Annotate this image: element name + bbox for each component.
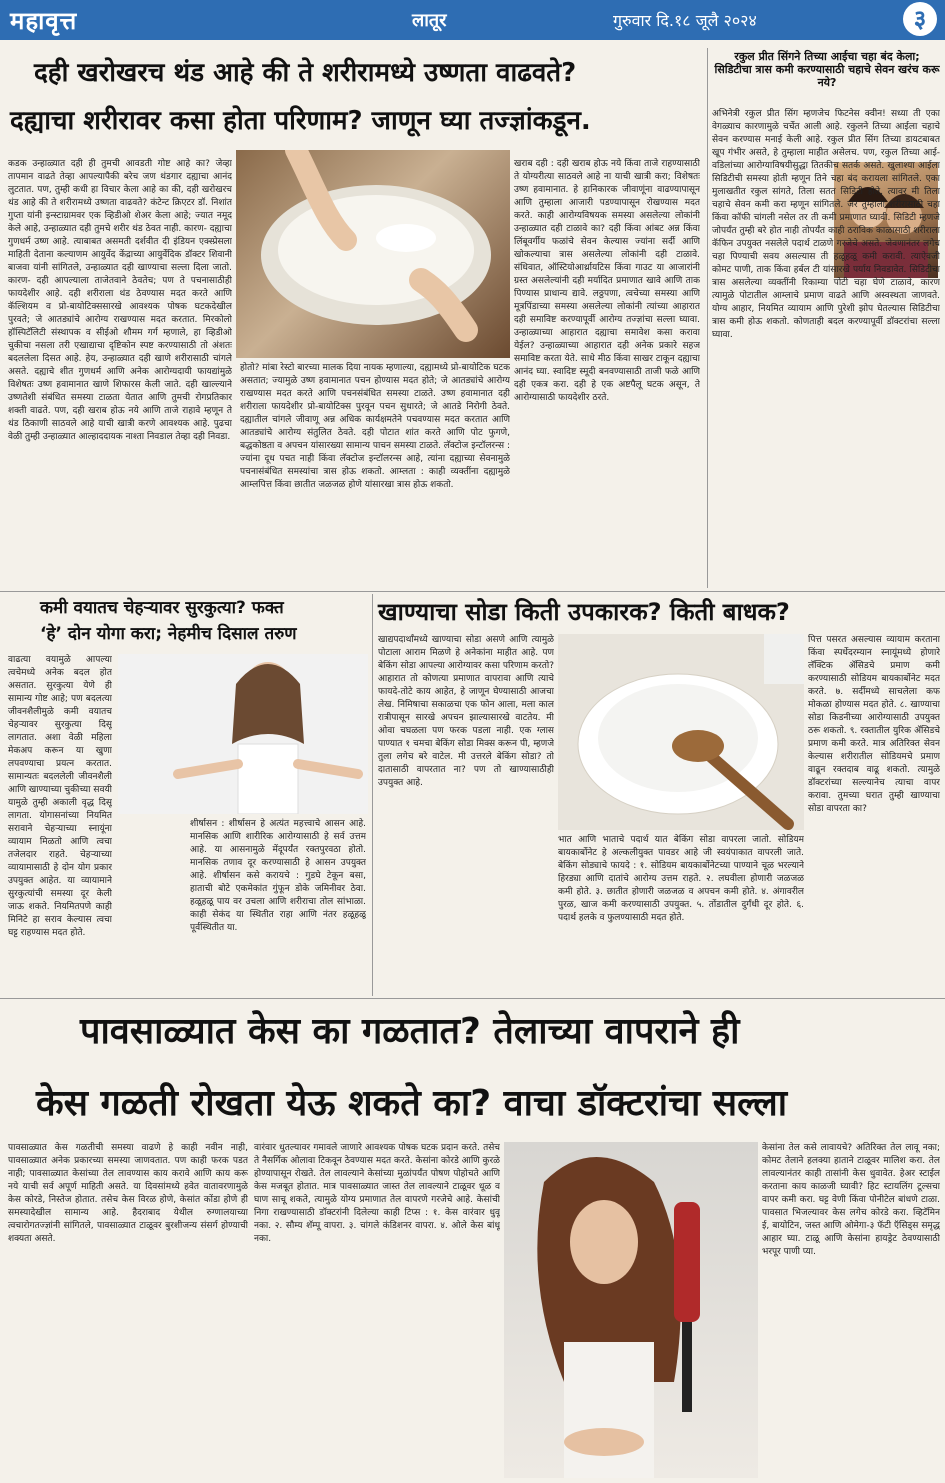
masthead-bar: [0, 0, 945, 40]
yoga-woman-photo: [118, 654, 368, 814]
hair-loss-photo: [504, 1142, 758, 1478]
yoga-title-line2: ‘हे’ दोन योगा करा; नेहमीच दिसाल तरुण: [40, 624, 297, 644]
rakul-title: रकुल प्रीत सिंगने तिच्या आईचा चहा बंद केला; सिडिटीचा त्रास कमी करण्यासाठी चहाचे सेवन खरंच करू नये?: [714, 50, 940, 90]
hair-column-2: वारंवार धुतल्यावर गमावले जाणारे आवश्यक पोषक घटक प्रदान करते. तसेच ते नैसर्गिक ओलावा टिकवून ठेवण्यास मदत करते. केसांना कोरडे आणि कुरळे होण्यापासून रोखते. तेल लावल्याने केसांच्या मुळांपर्यंत पोषण पोहोचते आणि केस मजबूत होतात. मात्र पावसाळ्यात जास्त तेल लावल्याने टाळूवर धूळ व घाण साचू शकते, त्यामुळे योग्य प्रमाणात तेल वापरणे गरजेचे आहे. केसांची निगा राखण्यासाठी डॉक्टरांनी दिलेल्या काही टिप्स : १. केस वारंवार धुवू नका. २. सौम्य शॅम्पू वापरा. ३. चांगले कंडिशनर वापरा. ४. ओले केस बांधू नका.: [254, 1143, 500, 1244]
yoga-column-2: शीर्षासन : शीर्षासन हे अत्यंत महत्त्वाचे आसन आहे. मानसिक आणि शारीरिक आरोग्यासाठी हे सर्व उत्तम आहे. या आसनामुळे मेंदूपर्यंत रक्तपुरवठा होतो. मानसिक तणाव दूर करण्यासाठी हे आसन उपयुक्त आहे. शीर्षासन कसे करायचे : गुडघे टेकून बसा, हाताची बोटे एकमेकांत गुंफून डोके जमिनीवर ठेवा. हळूहळू पाय वर उचला आणि शरीराचा तोल सांभाळा. काही सेकंद या स्थितीत राहा आणि नंतर हळूहळू पूर्वस्थितीत या.: [190, 819, 366, 933]
yoga-column-1: वाढत्या वयामुळे आपल्या त्वचेमध्ये अनेक बदल होत असतात. सुरकुत्या येणे ही सामान्य गोष्ट आहे; पण बदलत्या जीवनशैलीमुळे कमी वयातच चेहऱ्यावर सुरकुत्या दिसू लागतात. अशा वेळी महिला मेकअप करून या खुणा लपवण्याचा प्रयत्न करतात. सामान्यतः बदललेली जीवनशैली आणि खाण्याच्या चुकीच्या सवयी यामुळे तुम्ही अकाली वृद्ध दिसू लागता. योगासनांच्या नियमित सरावाने चेहऱ्याच्या स्नायूंना व्यायाम मिळतो आणि त्वचा तजेलदार राहते. चेहऱ्याच्या व्यायामासाठी हे दोन योग प्रकार उपयुक्त आहेत. या व्यायामाने सुरकुत्यांची समस्या दूर केली जाऊ शकते. नियमितपणे काही मिनिटे हा सराव केल्यास त्वचा घट्ट राहण्यास मदत होते.: [8, 655, 112, 938]
curd-column-3: खराब दही : दही खराब होऊ नये किंवा ताजे राहण्यासाठी ते योग्यरीत्या साठवले आहे ना याची खात्री करा; विशेषतः उष्ण हवामानात. हे हानिकारक जीवाणूंना वाढण्यापासून आणि तुम्हाला आजारी पडण्यापासून रोखण्यास मदत करते. काही आरोग्यविषयक समस्या असलेल्या लोकांनी उन्हाळ्यात दही टाळावे का? दही किंवा आंबट अन्न किंवा लिंबूवर्गीय फळांचे सेवन केल्यास ज्यांना सर्दी आणि खोकल्याचा त्रास असलेल्या लोकांनी दही टाळावे. संधिवात, ऑस्टियोआर्थ्रायटिस किंवा गाउट या आजारांनी ग्रस्त असलेल्यांनी दही मर्यादित प्रमाणात खावे आणि ताक पिण्यास प्राधान्य द्यावे. लठ्ठपणा, त्वचेच्या समस्या आणि मूत्रपिंडाच्या समस्या असलेल्या लोकांनी त्यांच्या आहारात दही समाविष्ट करण्यापूर्वी आरोग्य तज्ज्ञांचा सल्ला घ्यावा. उन्हाळ्याच्या आहारात दह्याचा समावेश कसा करावा येईल? उन्हाळ्याच्या आहारात दही अनेक प्रकारे सहज समाविष्ट करता येते. साधे मीठ किंवा साखर टाकून दह्याचा आनंद घ्या. स्वादिष्ट स्मूदी बनवण्यासाठी ताजी फळे आणि दही एकत्र करा. दही हे एक अष्टपैलू घटक असून, ते आरोग्यासाठी फायदेशीर ठरते.: [514, 159, 700, 403]
edition-city: लातूर: [412, 10, 447, 31]
yoga-title-line1: कमी वयातच चेहऱ्यावर सुरकुत्या? फक्त: [40, 598, 284, 618]
curd-bowl-photo: [236, 150, 510, 358]
hair-title-line2: केस गळती रोखता येऊ शकते का? वाचा डॉक्टरांचा सल्ला: [36, 1083, 788, 1124]
soda-column-3: पित्त पसरत असल्यास व्यायाम करताना किंवा स्पर्धेदरम्यान स्नायूंमध्ये होणारे लॅक्टिक ॲसिडचे प्रमाण कमी करण्यासाठी सोडियम बायकार्बोनेट मदत करते. ७. सर्दीमध्ये साचलेला कफ मोकळा होण्यास मदत होते. ८. खाण्याचा सोडा किडनीच्या आरोग्यासाठी उपयुक्त ठरू शकतो. ९. रक्तातील युरिक ॲसिडचे प्रमाण कमी करते. मात्र अतिरिक्त सेवन केल्यास शरीरातील सोडियमचे प्रमाण वाढून रक्तदाब वाढू शकतो. त्यामुळे डॉक्टरांच्या सल्ल्यानेच त्याचा वापर करावा. तुमच्या घरात तुम्ही खाण्याचा सोडा वापरता का?: [808, 635, 940, 814]
masthead-title: महावृत्त: [10, 6, 78, 35]
curd-column-2: होतो? मांबा रेस्टो बारच्या मालक दिया नायक म्हणाल्या, दह्यामध्ये प्रो-बायोटिक घटक असतात; ज्यामुळे उष्ण हवामानात पचन होण्यास मदत होते; जे आतड्यांचे आरोग्य राखण्यास मदत करते आणि पचनसंबंधित समस्या टाळते. उष्ण हवामानात दही शरीराला फायदेशीर प्रो-बायोटिक्स पुरवून पचन सुधारते; जे आतडे निरोगी ठेवते. दह्यातील चांगले जीवाणू अन्न अधिक कार्यक्षमतेने पचवण्यास मदत करतात आणि आतड्यांचे आरोग्य संतुलित ठेवते. दही पोटात शांत करते आणि पोट फुगणे, बद्धकोष्ठता व अपचन यांसारख्या सामान्य पाचन समस्या टाळते. लॅक्टोज इन्टॉलरन्स : ज्यांना दूध पचत नाही किंवा लॅक्टोज इन्टॉलरन्स आहे, त्यांना दह्याच्या सेवनामुळे पचनासंबंधित समस्यांचा त्रास होऊ शकतो. आम्लता : काही व्यक्तींना दह्यामुळे आम्लपित्त किंवा छातीत जळजळ होणे यांसारखा त्रास होऊ शकतो.: [240, 363, 510, 490]
page-number: ३: [903, 2, 937, 36]
issue-date: गुरुवार दि.१८ जूलै २०२४: [613, 11, 757, 30]
curd-column-1: कडक उन्हाळ्यात दही ही तुमची आवडती गोष्ट आहे का? जेव्हा तापमान वाढते तेव्हा आपल्यापैकी बरेच जण थंडगार दह्याचा आनंद लुटतात. पण, तुम्ही कधी हा विचार केला आहे का की, दही खरोखरच थंड आहे की ते शरीरामध्ये उष्णता वाढवते? कंटेन्ट क्रिएटर डॉ. निशांत गुप्ता यांनी इन्स्टाग्रामवर एक व्हिडीओ शेअर केला आहे; ज्यात नमूद केले आहे, उन्हाळ्यात दही तुमचे शरीर थंड ठेवत नाही. कारण- दह्याचा गुणधर्म उष्ण आहे. त्याबाबत असमती दर्शवीत दी इंडियन एक्स्प्रेसला माहिती देताना कल्याणम आयुर्वेद केंद्राच्या आयुर्वेदिक डॉक्टर शिवानी बाजवा यांनी सांगितले, उन्हाळ्यात दही खाण्याचा सल्ला दिला जातो. कारण- दही आपल्याला ताजेतवाने ठेवतेच; पण ते पचनासाठीही फायदेशीर आहे. दही शरीराला थंड ठेवण्यास मदत करते आणि कॅल्शियम व प्रो-बायोटिक्ससारखे आवश्यक पोषक घटकदेखील पुरवते; जे आतड्यांचे आरोग्य राखण्यास मदत करतात. मिरकोलो हॉस्पिटॅलिटी संस्थापक व सीईओ शौमम गर्ग म्हणाले, हा व्हिडीओ चुकीचा नसला तरी एखाद्याचा दृष्टिकोन स्पष्ट करण्यासाठी तो अंशतः बदललेला दिसत आहे. हेय, उन्हाळ्यात दही खाणे शरीरासाठी चांगले असते. दह्याचे शीत गुणधर्म आणि अनेक आरोग्यदायी फायद्यांमुळे विशेषतः उष्ण हवामानात खाणे शिफारस केली जाते. दही खाल्ल्याने उष्णतेशी संबंधित समस्या टाळता येतात आणि तुमची रोगप्रतिकार शक्ती वाढते. पण, दही खराब होऊ नये आणि ताजे राहावे म्हणून ते थंड ठिकाणी साठवले आहे याची खात्री करणे आवश्यक आहे. पुढचा वेळी तुम्ही उन्हाळ्यात आल्हाददायक नाश्ता निवडाल तेव्हा दही निवडा.: [8, 159, 232, 442]
baking-soda-photo: [558, 634, 804, 830]
curd-title-line2: दह्याचा शरीरावर कसा होता परिणाम? जाणून घ्या तज्ज्ञांकडून.: [10, 106, 591, 136]
soda-title: खाण्याचा सोडा किती उपकारक? किती बाधक?: [378, 598, 790, 626]
hair-column-3: केसांना तेल कसे लावायचे? अतिरिक्त तेल लावू नका; कोमट तेलाने हलक्या हाताने टाळूवर मालिश करा. तेल लावल्यानंतर काही तासांनी केस धुवावेत. हेअर स्टाईल करताना काय काळजी घ्यावी? हिट स्टायलिंग टूल्सचा वापर कमी करा. घट्ट वेणी किंवा पोनीटेल बांधणे टाळा. पावसात भिजल्यावर केस लगेच कोरडे करा. व्हिटॅमिन ई, बायोटिन, जस्त आणि ओमेगा-३ फॅटी ऍसिड्स समृद्ध आहार घ्या. टाळू आणि केसांना हायड्रेट ठेवण्यासाठी भरपूर पाणी प्या.: [762, 1143, 940, 1257]
hair-title-line1: पावसाळ्यात केस का गळतात? तेलाच्या वापराने ही: [80, 1011, 740, 1052]
curd-title-line1: दही खरोखरच थंड आहे की ते शरीरामध्ये उष्णता वाढवते?: [34, 58, 577, 88]
soda-column-1: खाद्यपदार्थांमध्ये खाण्याचा सोडा असणे आणि त्यामुळे पोटाला आराम मिळणे हे अनेकांना माहीत आहे. पण बेकिंग सोडा आपल्या आरोग्यावर कसा परिणाम करतो? आहारात तो कोणत्या प्रमाणात वापरावा आणि त्याचे फायदे-तोटे काय आहेत, हे जाणून घेण्यासाठी आजचा लेख. निमिषाचा सकाळचा एक फोन आला, मला काल रात्रीपासून सारखे अपचन झाल्यासारखे वाटतेय. मी ओवा चघळला पण फरक पडला नाही. एक ग्लास पाण्यात १ चमचा बेकिंग सोडा मिक्स करून पी, म्हणजे तुला लगेच बरे वाटेल. मी उत्तरले बेकिंग सोडा? तो दातासाठी वापरतात ना? पण तो खाण्यासाठीही उपयुक्त आहे.: [378, 635, 554, 788]
soda-column-2: भात आणि भाताचे पदार्थ यात बेकिंग सोडा वापरला जातो. सोडियम बायकार्बोनेट हे अल्कलीयुक्त पावडर आहे जी स्वयंपाकात वापरली जाते. बेकिंग सोड्याचे फायदे : १. सोडियम बायकार्बोनेटच्या पाण्याने चूळ भरल्याने हिरड्या आणि दातांचे आरोग्य उत्तम राहते. २. लघवीला होणारी जळजळ कमी होते. ३. छातीत होणारी जळजळ व अपचन कमी होते. ४. अंगावरील पुरळ, खाज कमी करण्यासाठी उपयुक्त. ५. तोंडातील दुर्गंधी दूर होते. ६. पदार्थ हलके व फुलण्यासाठी मदत होते.: [558, 835, 804, 923]
hair-column-1: पावसाळ्यात केस गळतीची समस्या वाढणे हे काही नवीन नाही, पावसाळ्यात अनेक प्रकारच्या समस्या जाणवतात. पण काही फरक पडत नाही; पावसाळ्यात केसांच्या तेल लावण्यास काय करावे आणि काय करू नये याची सर्व अपूर्ण माहिती असते. या दिवसांमध्ये हवेत वातावरणामुळे केस कोरडे, निस्तेज होतात. तसेच केस विरळ होणे, केसांत कोंडा होणे ही समस्यादेखील सामान्य आहे. हैदराबाद येथील रुग्णालयाच्या त्वचारोगतज्ज्ञांनी सांगितले, पावसाळ्यात टाळूवर बुरशीजन्य संसर्ग होण्याची शक्यता असते.: [8, 1143, 248, 1244]
rakul-body: अभिनेत्री रकुल प्रीत सिंग म्हणजेच फिटनेस क्वीन! सध्या ती एका वेगळ्याच कारणामुळे चर्चेत आली आहे. रकुलने तिच्या आईला चहाचे सेवन करण्यास मनाई केली आहे. रकुल प्रीत सिंग तिच्या डायटबाबत खूप गंभीर असते, हे तुम्हाला माहीत असेलच. पण, रकुल तिच्या आई-वडिलांच्या आरोग्याविषयीसुद्धा तितकीच सतर्क असते. खुलाश्या आईला सिडिटीची समस्या होती म्हणून तिने चहा बंद करायला सांगितले. एका मुलाखतीत रकुल सांगते, तिला सतत सिडिटी होते, त्यावर मी तिला चहाचे सेवन कमी करा म्हणून सांगितले. जर तुम्हाला शरीरासाठी चहा किंवा कॉफी चांगली नसेल तर ती कमी प्रमाणात घ्यावी. सिडिटी म्हणजे जोपर्यंत तुम्ही बरे होत नाही तोपर्यंत काही ठराविक काळासाठी शरीराला कॅफिन उपयुक्त नसलेले पदार्थ टाळणे गरजेचे असते. जेवणानंतर लगेच चहा पिण्याची सवय असल्यास ती हळूहळू कमी करावी. त्याऐवजी कोमट पाणी, ताक किंवा हर्बल टी यांसारखे पर्याय निवडावेत. सिडिटीचा त्रास असलेल्या व्यक्तींनी रिकाम्या पोटी चहा घेणे टाळावे, कारण त्यामुळे पोटातील आम्लाचे प्रमाण वाढते आणि अस्वस्थता जाणवते. योग्य आहार, नियमित व्यायाम आणि पुरेशी झोप घेतल्यास सिडिटीचा त्रास कमी होऊ शकतो. कोणताही बदल करण्यापूर्वी डॉक्टरांचा सल्ला घ्यावा.: [712, 109, 940, 340]
